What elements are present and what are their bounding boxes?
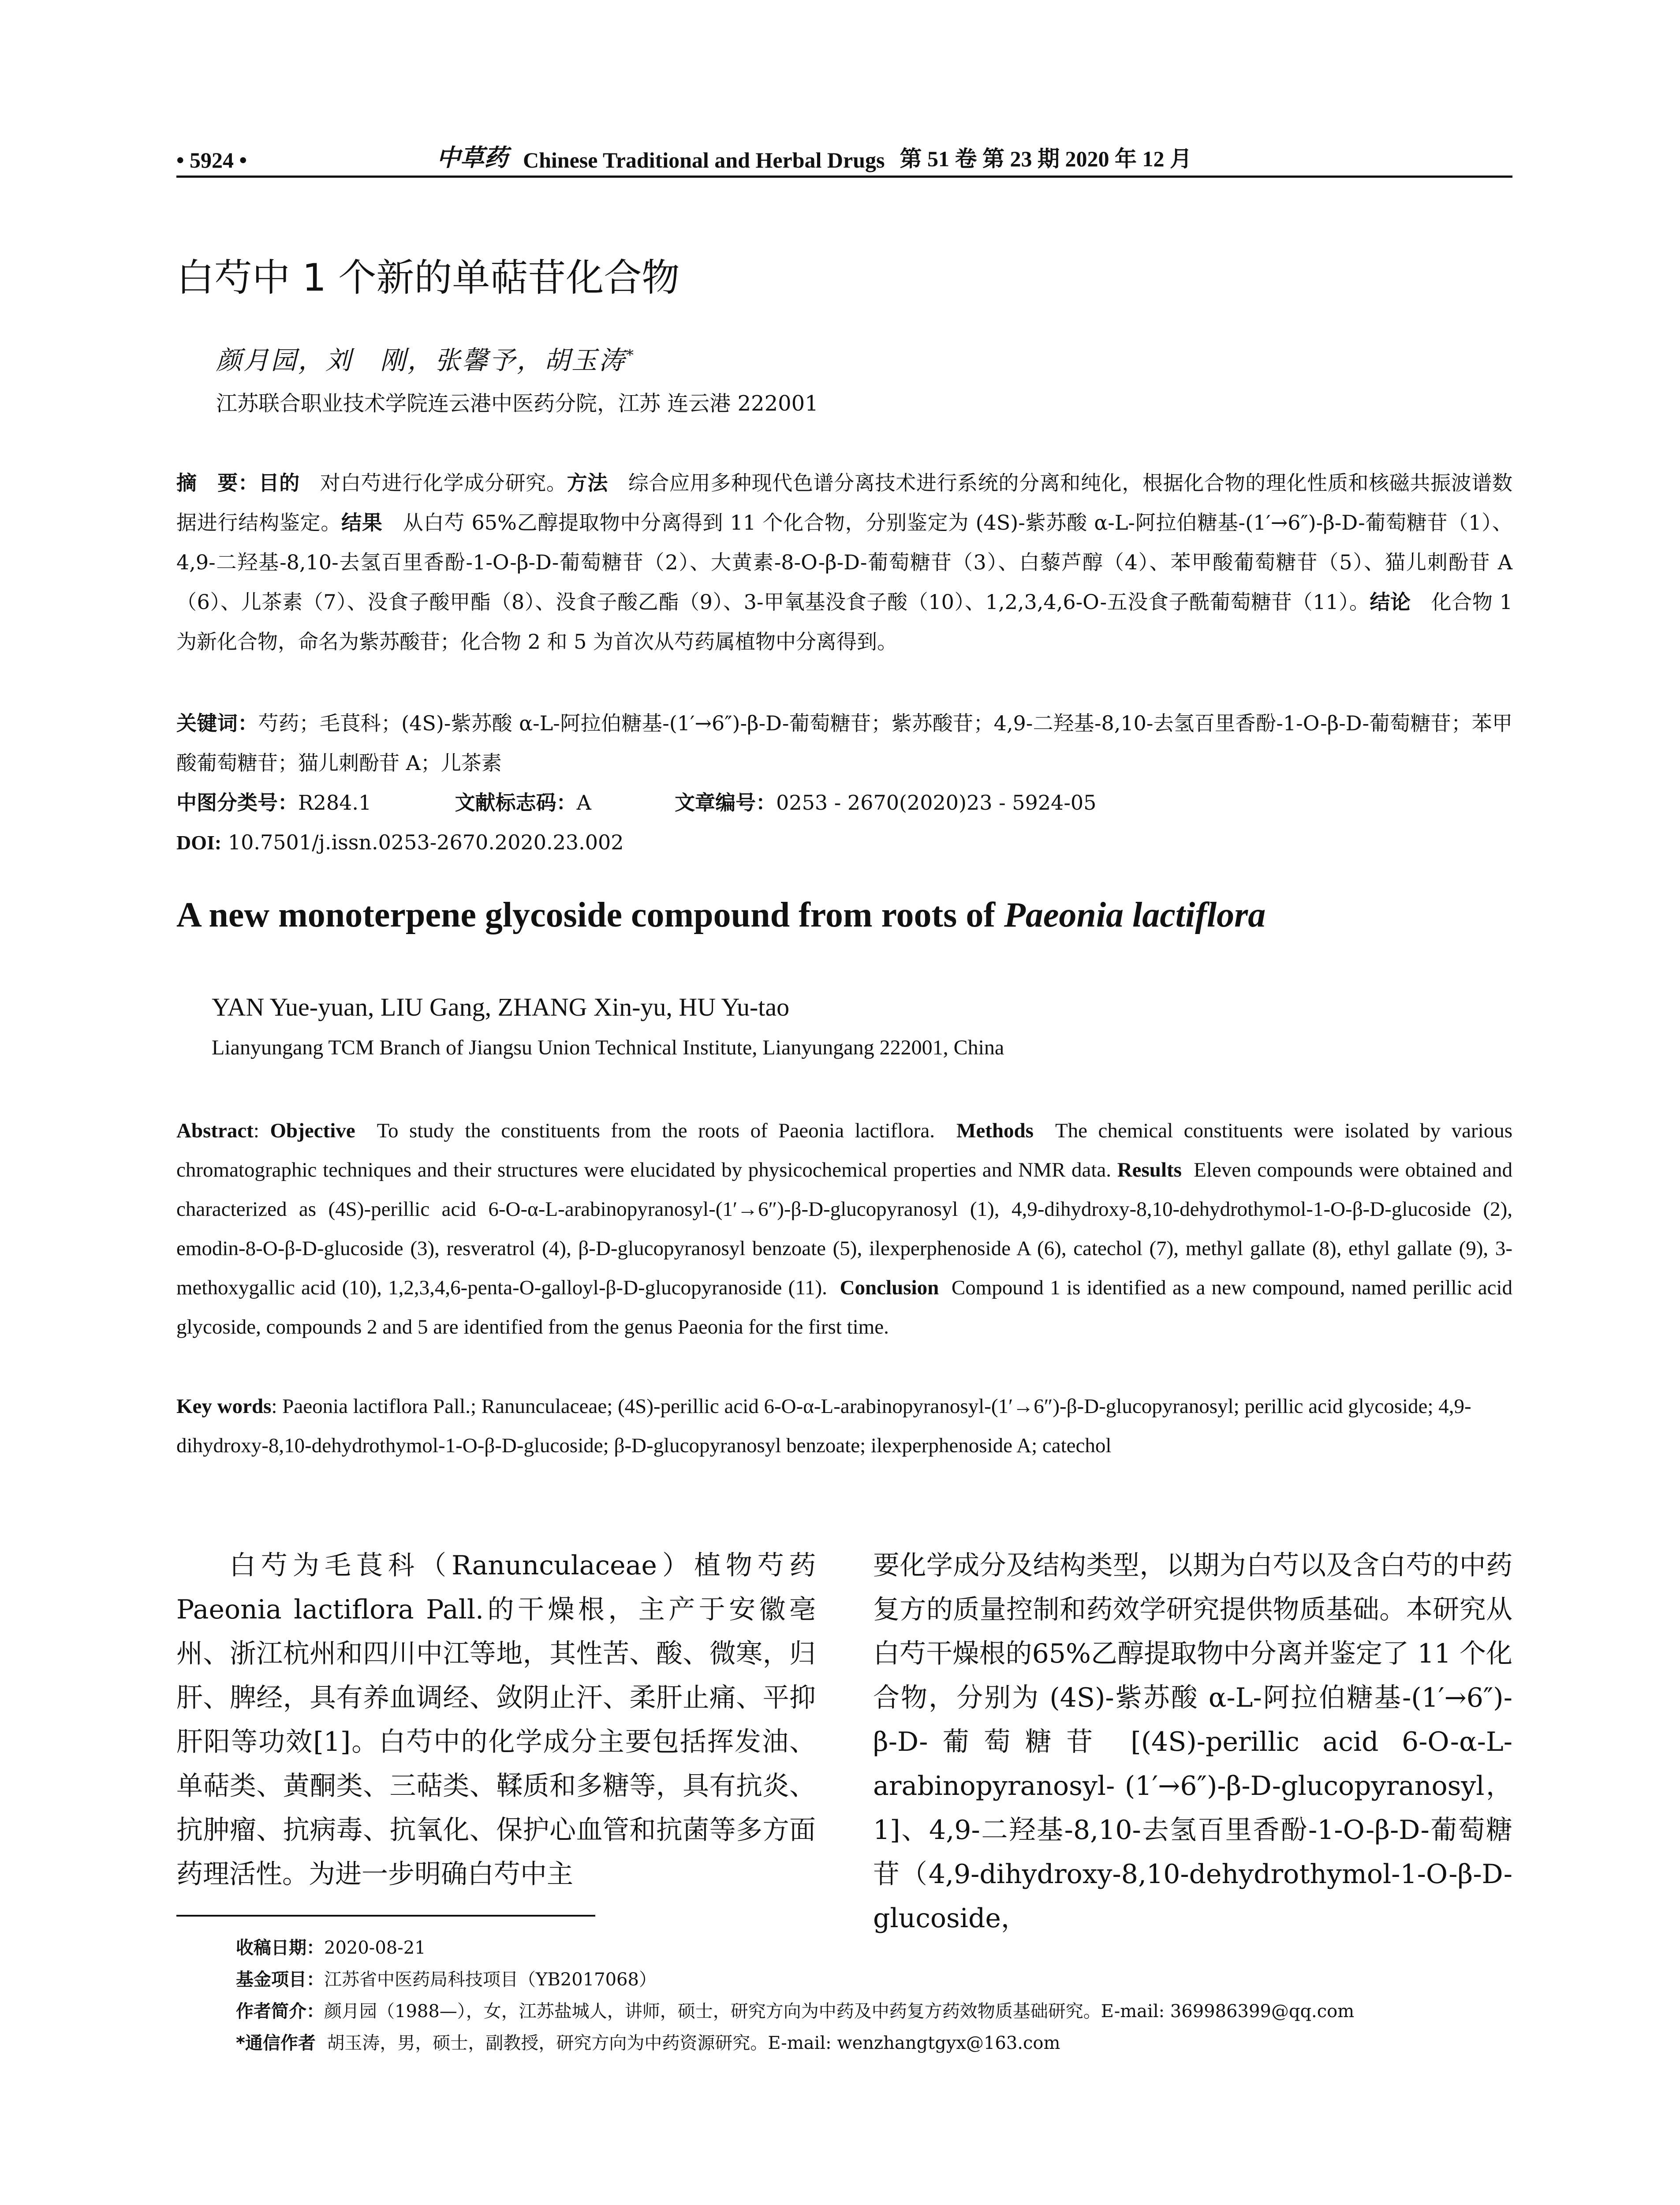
journal-info bbox=[437, 139, 1192, 173]
header-rule bbox=[176, 176, 1512, 178]
en-results: Eleven compounds were obtained and characterized as (4S)-perillic acid 6-O-α-L-arabinopyranosyl-(1′→6″)-β-D-glucopyranosyl (1), 4,9-dihydroxy-8,10-dehydrothymol-1-O-β-D-glucoside (2), emodin-8-O-β-D-glucoside (3), resveratrol (4), β-D-glucopyranosyl benzoate (5), ilexperphenoside A (6), catechol (7), methyl gallate (8), ethyl gallate (9), 3-methoxygallic acid (10), 1,2,3,4,6-penta-O-galloyl-β-D-glucopyranoside (11). bbox=[176, 1159, 1513, 1299]
journal-logo-cn: 中草药 bbox=[437, 143, 508, 172]
footnote-fund bbox=[236, 1966, 657, 1991]
doi-label: DOI: bbox=[176, 831, 222, 854]
en-conclusion-label: Conclusion bbox=[840, 1276, 939, 1299]
en-objective-label: Objective bbox=[270, 1119, 355, 1142]
cn-keywords bbox=[176, 703, 1512, 783]
bio-label: 作者简介： bbox=[236, 2001, 324, 2022]
doc-code-value: A bbox=[576, 791, 591, 815]
cn-objective: 对白芍进行化学成分研究。 bbox=[320, 471, 567, 495]
article-number-label: 文章编号： bbox=[675, 791, 777, 815]
cn-conclusion: 化合物 1 为新化合物，命名为紫苏酸苷；化合物 2 和 5 为首次从芍药属植物中分离得到。 bbox=[176, 590, 1513, 654]
cn-conclusion-label: 结论 bbox=[1370, 590, 1411, 614]
cn-methods-label: 方法 bbox=[567, 471, 608, 495]
doi-line bbox=[176, 822, 1512, 863]
fund-label: 基金项目： bbox=[236, 1970, 324, 1990]
running-header bbox=[176, 137, 1512, 181]
en-title bbox=[176, 895, 1266, 935]
doi-value: 10.7501/j.issn.0253-2670.2020.23.002 bbox=[228, 830, 624, 854]
en-authors: YAN Yue-yuan, LIU Gang, ZHANG Xin-yu, HU Yu-tao bbox=[212, 993, 790, 1021]
corresponding-mark: * bbox=[626, 346, 636, 364]
article-number-value: 0253 - 2670(2020)23 - 5924-05 bbox=[776, 791, 1097, 815]
cn-keywords-label: 关键词： bbox=[176, 711, 258, 735]
corr-text: 胡玉涛，男，硕士，副教授，研究方向为中药资源研究。E-mail: wenzhangtgyx@163.com bbox=[327, 2033, 1060, 2053]
journal-name-en: Chinese Traditional and Herbal Drugs bbox=[523, 148, 885, 172]
page-number: • 5924 • bbox=[176, 148, 247, 172]
cn-results-label: 结果 bbox=[341, 511, 383, 534]
en-title-main: A new monoterpene glycoside compound from roots of bbox=[176, 896, 1004, 934]
cn-affiliation: 江苏联合职业技术学院连云港中医药分院，江苏 连云港 222001 bbox=[216, 391, 818, 416]
body-column-right: 要化学成分及结构类型，以期为白芍以及含白芍的中药复方的质量控制和药效学研究提供物质基础。本研究从白芍干燥根的65%乙醇提取物中分离并鉴定了 11 个化合物，分别为 (4S)-紫苏酸 α-L-阿拉伯糖基-(1′→6″)-β-D-葡萄糖苷 [(4S)-perillic acid 6-O-α-L-arabinopyranosyl- (1′→6″)-β-D-glucopyranosyl，1]、4,9-二羟基-8,10-去氢百里香酚-1-O-β-D-葡萄糖苷（4,9-dihydroxy-8,10-dehydrothymol-1-O-β-D-glucoside， bbox=[873, 1550, 1512, 1934]
cn-keywords-text: 芍药；毛茛科；(4S)-紫苏酸 α-L-阿拉伯糖基-(1′→6″)-β-D-葡萄糖苷；紫苏酸苷；4,9-二羟基-8,10-去氢百里香酚-1-O-β-D-葡萄糖苷；苯甲酸葡萄糖苷；猫儿刺酚苷 A；儿茶素 bbox=[176, 711, 1512, 775]
fund-text: 江苏省中医药局科技项目（YB2017068） bbox=[324, 1970, 657, 1990]
en-methods: The chemical constituents were isolated by various chromatographic techniques and their structures were elucidated by physicochemical properties and NMR data. bbox=[176, 1119, 1513, 1181]
received-label: 收稿日期： bbox=[236, 1938, 324, 1958]
cn-abstract-label: 摘 要： bbox=[176, 471, 259, 495]
en-abstract: Abstract: Objective To study the constituents from the roots of Paeonia lactiflora. Methods The chemical constituents were isolated by various chromatographic techniques and their structures were elucidated by physicochemical properties and NMR data. Results Eleven compounds were obtained and characterized as (4S)-perillic acid 6-O-α-L-arabinopyranosyl-(1′→6″)-β-D-glucopyranosyl (1), 4,9-dihydroxy-8,10-dehydrothymol-1-O-β-D-glucoside (2), emodin-8-O-β-D-glucoside (3), resveratrol (4), β-D-glucopyranosyl benzoate (5), ilexperphenoside A (6), catechol (7), methyl gallate (8), ethyl gallate (9), 3-methoxygallic acid (10), 1,2,3,4,6-penta-O-galloyl-β-D-glucopyranoside (11). Conclusion Compound 1 is identified as a new compound, named perillic acid glycoside, compounds 2 and 5 are identified from the genus Paeonia for the first time. bbox=[176, 1119, 1513, 1338]
doc-code-label: 文献标志码： bbox=[455, 791, 577, 815]
en-conclusion: Compound 1 is identified as a new compound, named perillic acid glycoside, compounds 2 and 5 are identified from the genus Paeonia for the first time. bbox=[176, 1276, 1513, 1338]
en-title-species: Paeonia lactiflora bbox=[1004, 896, 1266, 934]
footnote-received bbox=[236, 1934, 426, 1959]
cn-abstract bbox=[176, 463, 1512, 662]
cn-title: 白芍中 1 个新的单萜苷化合物 bbox=[176, 256, 680, 300]
bio-text: 颜月园（1988—），女，江苏盐城人，讲师，硕士，研究方向为中药及中药复方药效物质基础研究。E-mail: 369986399@qq.com bbox=[324, 2001, 1355, 2022]
cn-methods: 综合应用多种现代色谱分离技术进行系统的分离和纯化，根据化合物的理化性质和核磁共振波谱数据进行结构鉴定。 bbox=[176, 471, 1513, 534]
en-results-label: Results bbox=[1117, 1159, 1182, 1181]
clc-label: 中图分类号： bbox=[176, 791, 298, 815]
en-affiliation: Lianyungang TCM Branch of Jiangsu Union Technical Institute, Lianyungang 222001, China bbox=[212, 1036, 1004, 1059]
en-methods-label: Methods bbox=[956, 1119, 1034, 1142]
received-date: 2020-08-21 bbox=[324, 1938, 426, 1958]
corr-label: *通信作者 bbox=[236, 2033, 316, 2053]
en-keywords-label: Key words bbox=[176, 1395, 272, 1418]
footnote-corresponding bbox=[236, 2029, 1060, 2054]
cn-results: 从白芍 65%乙醇提取物中分离得到 11 个化合物，分别鉴定为 (4S)-紫苏酸 α-L-阿拉伯糖基-(1′→6″)-β-D-葡萄糖苷（1）、4,9-二羟基-8,10-去氢百里香酚-1-O-β-D-葡萄糖苷（2）、大黄素-8-O-β-D-葡萄糖苷（3）、白藜芦醇（4）、苯甲酸葡萄糖苷（5）、猫儿刺酚苷 A（6）、儿茶素（7）、没食子酸甲酯（8）、没食子酸乙酯（9）、3-甲氧基没食子酸（10）、1,2,3,4,6-O-五没食子酰葡萄糖苷（11）。 bbox=[176, 511, 1513, 614]
en-abstract-label: Abstract bbox=[176, 1119, 254, 1142]
issue-info: 第 51 卷 第 23 期 2020 年 12 月 bbox=[900, 146, 1192, 171]
cn-author-list: 颜月园，刘 刚，张馨予，胡玉涛 bbox=[216, 345, 627, 375]
footnote-rule bbox=[176, 1915, 595, 1917]
body-column-left: 白芍为毛茛科（Ranunculaceae）植物芍药 Paeonia lactiflora Pall.的干燥根，主产于安徽亳州、浙江杭州和四川中江等地，其性苦、酸、微寒，归肝、脾经，具有养血调经、敛阴止汗、柔肝止痛、平抑肝阳等功效[1]。白芍中的化学成分主要包括挥发油、单萜类、黄酮类、三萜类、鞣质和多糖等，具有抗炎、抗肿瘤、抗病毒、抗氧化、保护心血管和抗菌等多方面药理活性。为进一步明确白芍中主 bbox=[176, 1550, 816, 1890]
en-keywords: Key words: Paeonia lactiflora Pall.; Ranunculaceae; (4S)-perillic acid 6-O-α-L-arabinopyranosyl-(1′→6″)-β-D-glucopyranosyl; perillic acid glycoside; 4,9-dihydroxy-8,10-dehydrothymol-1-O-β-D-glucoside; β-D-glucopyranosyl benzoate; ilexperphenoside A; catechol bbox=[176, 1395, 1471, 1457]
cn-authors bbox=[216, 340, 635, 377]
en-objective: To study the constituents from the roots of Paeonia lactiflora. bbox=[377, 1119, 935, 1142]
clc-value: R284.1 bbox=[298, 791, 372, 815]
cn-objective-label: 目的 bbox=[258, 471, 300, 495]
en-keywords-text: Paeonia lactiflora Pall.; Ranunculaceae; (4S)-perillic acid 6-O-α-L-arabinopyranosyl-(1′→6″)-β-D-glucopyranosyl; perillic acid glycoside; 4,9-dihydroxy-8,10-dehydrothymol-1-O-β-D-glucoside; β-D-glucopyranosyl benzoate; ilexperphenoside A; catechol bbox=[176, 1395, 1471, 1457]
classification-line bbox=[176, 783, 1512, 822]
footnote-bio bbox=[236, 1997, 1354, 2022]
